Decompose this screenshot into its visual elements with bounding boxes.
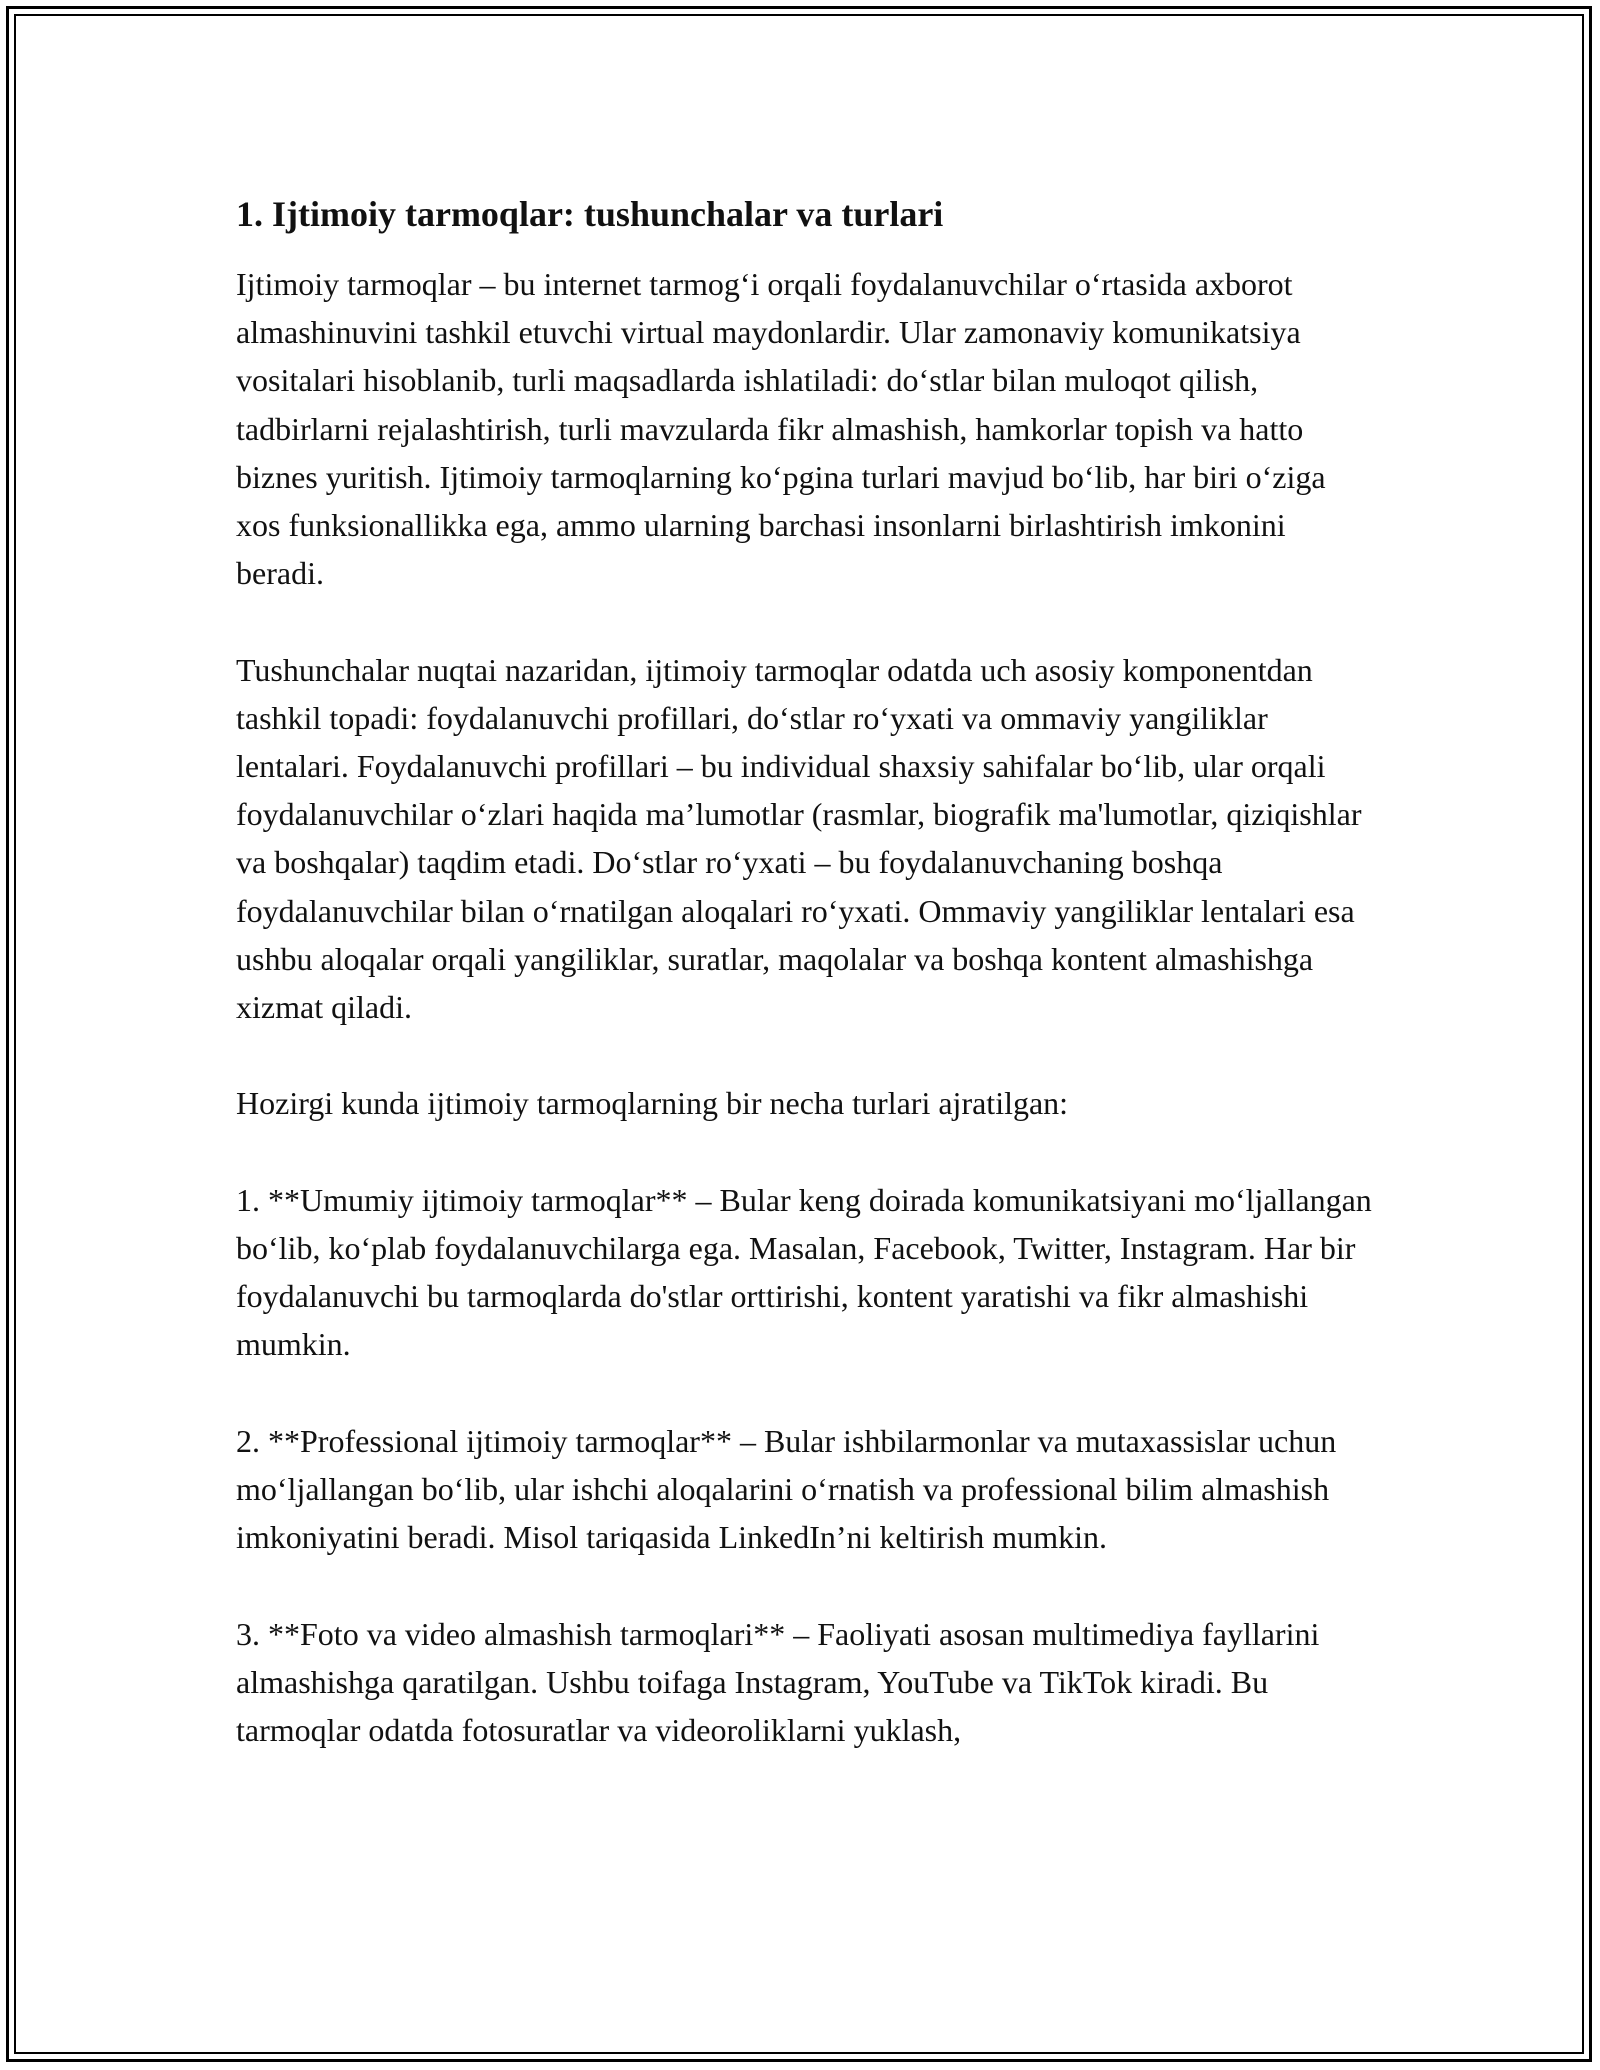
section-heading: 1. Ijtimoiy tarmoqlar: tushunchalar va turlari <box>236 194 944 234</box>
list-item-general-networks: 1. **Umumiy ijtimoiy tarmoqlar** – Bular keng doirada komunikatsiyani mo‘ljallangan bo‘lib, ko‘plab foydalanuvchilarga ega. Masalan, Facebook, Twitter, Instagram. Har bir foydalanuvchi bu tarmoqlarda do'stlar orttirishi, kontent yaratishi va fikr almashishi mumkin. <box>236 1181 1372 1363</box>
paragraph-definition: Ijtimoiy tarmoqlar – bu internet tarmog‘i orqali foydalanuvchilar o‘rtasida axborot almashinuvini tashkil etuvchi virtual maydonlardir. Ular zamonaviy komunikatsiya vositalari hisoblanib, turli maqsadlarda ishlatiladi: do‘stlar bilan muloqot qilish, tadbirlarni rejalashtirish, turli mavzularda fikr almashish, hamkorlar topish va hatto biznes yuritish. Ijtimoiy tarmoqlarning ko‘pgina turlari mavjud bo‘lib, har biri o‘ziga xos funksionallikka ega, ammo ularning barchasi insonlarni birlashtirish imkonini beradi. <box>236 266 1326 592</box>
paragraph-types-intro: Hozirgi kunda ijtimoiy tarmoqlarning bir necha turlari ajratilgan: <box>236 1085 1069 1122</box>
paragraph-components: Tushunchalar nuqtai nazaridan, ijtimoiy tarmoqlar odatda uch asosiy komponentdan tashkil topadi: foydalanuvchi profillari, do‘stlar ro‘yxati va ommaviy yangiliklar lentalari. Foydalanuvchi profillari – bu individual shaxsiy sahifalar bo‘lib, ular orqali foydalanuvchilar o‘zlari haqida ma’lumotlar (rasmlar, biografik ma'lumotlar, qiziqishlar va boshqalar) taqdim etadi. Do‘stlar ro‘yxati – bu foydalanuvchaning boshqa foydalanuvchilar bilan o‘rnatilgan aloqalari ro‘yxati. Ommaviy yangiliklar lentalari esa ushbu aloqalar orqali yangiliklar, suratlar, maqolalar va boshqa kontent almashishga xizmat qiladi. <box>236 651 1362 1026</box>
document-body <box>236 190 1376 1802</box>
list-item-media-networks: 3. **Foto va video almashish tarmoqlari** – Faoliyati asosan multimediya fayllarini almashishga qaratilgan. Ushbu toifaga Instagram, YouTube va TikTok kiradi. Bu tarmoqlar odatda fotosuratlar va videoroliklarni yuklash, <box>236 1615 1320 1749</box>
list-item-professional-networks: 2. **Professional ijtimoiy tarmoqlar** – Bular ishbilarmonlar va mutaxassislar uchun mo‘ljallangan bo‘lib, ular ishchi aloqalarini o‘rnatish va professional bilim almashish imkoniyatini beradi. Misol tariqasida LinkedIn’ni keltirish mumkin. <box>236 1422 1337 1556</box>
